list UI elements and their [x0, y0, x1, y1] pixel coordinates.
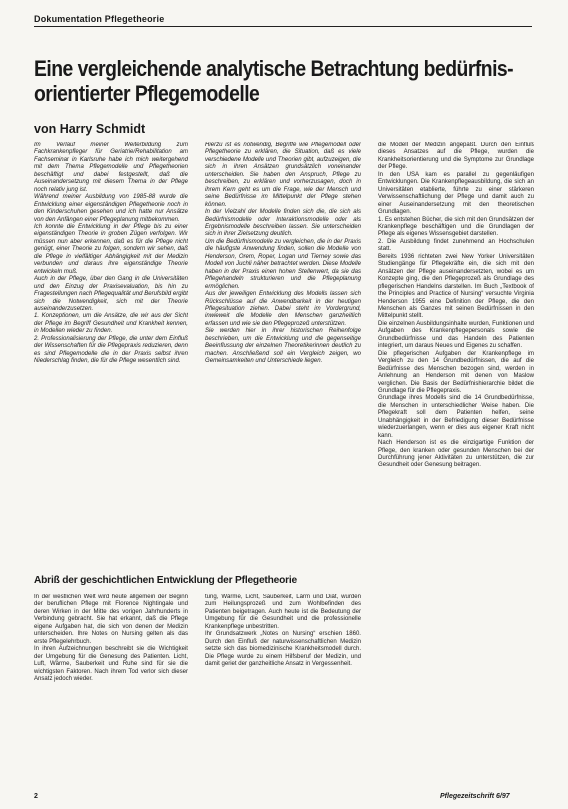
paragraph: In ihren Aufzeichnungen beschreibt sie die Wichtigkeit der Umgebung für die Genesung des Patienten. Licht, Luft, Wärme, Sauberkeit und Ruhe sind für sie die wichtigsten Faktoren. Nach ihrem Tod verlor sich dieser Ansatz jedoch wieder. — [34, 646, 188, 682]
running-header: Dokumentation Pflegetheorie — [34, 14, 532, 27]
paragraph: Aus der jeweiligen Entwicklung des Modells lassen sich Rückschlüsse auf die Anwendbarkeit in der heutigen Pflegesituation ziehen. Dabei steht im Vordergrund, inwieweit die Modelle den Menschen ganzheitlich erfassen und wie sie den Pflegeprozeß unterstützen. — [205, 291, 361, 327]
paragraph: Im Verlauf meiner Weiterbildung zum Fachkrankenpfleger für Geriatrie/Rehabilitation am Fachseminar in Karlsruhe habe ich mich weitergehend mit dem Thema Pflegemodelle und Pflegetheorien beschäftigt und dabei festgestellt, daß die Auseinandersetzung mit diesem Thema in der Pflege noch relativ jung ist. — [34, 142, 188, 193]
author-byline: von Harry Schmidt — [34, 122, 146, 136]
paragraph: Ihr Grundsatzwerk „Notes on Nursing“ erschien 1860. Durch den Einfluß der naturwissenschaftlichen Medizin setzte sich das biomedizinische Krankheitsmodell durch. Die Pflege wurde zu einem Hilfsberuf der Medizin, und damit geriet der ganzheitliche Ansatz in Vergessenheit. — [205, 631, 361, 668]
text-column-2 — [205, 142, 361, 561]
paragraph: In der westlichen Welt wird heute allgemein der Beginn der beruflichen Pflege mit Florence Nightingale und deren Wirken in der Mitte des vorigen Jahrhunderts in Verbindung gebracht. Sie hat erkannt, daß die Pflege eigene Aufgaben hat, die sich von denen der Medizin unterscheiden. Ihre Notes on Nursing gelten als das erste Pflegelehrbuch. — [34, 594, 188, 645]
list-item: 1. Es entstehen Bücher, die sich mit den Grundsätzen der Krankenpflege beschäftigen und die Grundlagen der Pflege als eigenes Wissensgebiet darstellen. — [378, 216, 534, 238]
paragraph: Während meiner Ausbildung von 1985-88 wurde die Entwicklung einer eigenständigen Pflegetheorie noch in den Kinderschuhen gesehen und ich hatte nur Ansätze von den Anfängen einer Pflegeplanung mitbekommen. — [34, 194, 188, 223]
paragraph: die Modell der Medizin angepaßt. Durch den Einfluß dieses Ansatzes auf die Pflege, wurden die Krankheitsorientierung und die Symptome zur Grundlage der Pflege. — [378, 142, 534, 171]
paragraph: Sie werden hier in ihrer historischen Reihenfolge beschrieben, um die Entwicklung und die gegenseitige Beeinflussung der einzelnen Theoretikerinnen deutlich zu machen. Anschließend soll ein Vergleich zeigen, wo Gemeinsamkeiten und Unterschiede liegen. — [205, 328, 361, 365]
paragraph: Die einzelnen Ausbildungsinhalte wurden, Funktionen und Aufgaben des Krankenpflegepersonals sowie die Grundbedürfnisse und das Handeln des Patienten integriert, um daraus Neues und Eigenes zu schaffen. — [378, 320, 534, 350]
paragraph: Grundlage ihres Modells sind die 14 Grundbedürfnisse, die Menschen in unterschiedlicher Weise haben. Die Pflegekraft soll dem Patienten helfen, seine Unabhängigkeit in der Befriedigung dieser Bedürfnisse wiederzuerlangen, wenn er dies aus eigener Kraft nicht kann. — [378, 395, 534, 439]
section-heading: Abriß der geschichtlichen Entwicklung der Pflegetheorie — [34, 575, 297, 586]
paragraph: Nach Henderson ist es die einzigartige Funktion der Pflege, den kranken oder gesunden Menschen bei der Durchführung jener Aktivitäten zu unterstützen, die zur Gesundheit oder Genesung beitragen. — [378, 440, 534, 469]
article-title — [34, 56, 533, 106]
text-column-4 — [34, 594, 188, 790]
page-number: 2 — [34, 793, 38, 800]
list-item: 2. Die Ausbildung findet zunehmend an Hochschulen statt. — [378, 238, 534, 253]
paragraph: Um die Bedürfnismodelle zu vergleichen, die in der Praxis die häufigste Anwendung finden, sollen die Modelle von Henderson, Orem, Roper, Logan und Tierney sowie das Modell von Juchli näher betrachtet werden. Diese Modelle haben in der Praxis einen hohen Stellenwert, da sie das Pflegehandeln strukturieren und die Pflegeplanung ermöglichen. — [205, 238, 361, 290]
paragraph: In den USA kam es parallel zu gegenläufigen Entwicklungen. Die Krankenpflegeausbildung, die sich an Universitäten etablierte, führte zu einer stärkeren Verwissenschaftlichung der Pflege und damit auch zu einer Auseinandersetzung mit den theoretischen Grundlagen. — [378, 171, 534, 216]
paragraph: tung, Wärme, Licht, Sauberkeit, Lärm und Diät, wurden zum Heilungsprozeß und zum Wohlbefinden des Patienten beigetragen. Auch heute ist die Bedeutung der Umgebung für die Gesundheit und die professionelle Krankenpflege unbestritten. — [205, 594, 361, 630]
paragraph: Die pflegerischen Aufgaben der Krankenpflege im Vergleich zu den 14 Grundbedürfnissen, die auf die Bedürfnisse des Menschen bezogen sind, werden in Anlehnung an Henderson mit denen von Maslow verglichen. Die Basis der Bedürfnishierarchie bildet die Grundlage für die Pflegepraxis. — [378, 350, 534, 394]
list-item: 2. Professionalisierung der Pflege, die unter dem Einfluß der Wissenschaften für die Pflegepraxis reduzieren, denn es sind Pflegemodelle die in der Praxis selbst ihren Niederschlag finden, die für die Pflege wesentlich sind. — [34, 335, 188, 365]
paragraph: Bereits 1936 richteten zwei New Yorker Universitäten Studiengänge für Pflegekräfte ein, die sich mit den Ansätzen der Pflege auseinandersetzten, wobei es um Konzepte ging, die den Pflegeprozeß als Grundlage des pflegerischen Handelns darstellen. Im Buch „Textbook of the Principles and Practice of Nursing“ versuchte Virginia Henderson 1955 eine Definition der Pflege, die den Menschen als Ganzes mit seinen Bedürfnissen in den Mittelpunkt stellt. — [378, 253, 534, 320]
paragraph: Auch in der Pflege, über den Gang in die Universitäten und den Einzug der Praxisevaluation, bis hin zu Fragestellungen nach Pflegequalität und Berufsbild ergibt sich die Notwendigkeit, sich mit der Theorie auseinanderzusetzen. — [34, 276, 188, 312]
paragraph: In der Vielzahl der Modelle finden sich die, die sich als Bedürfnismodelle oder Interaktionsmodelle oder als Ergebnismodelle beschreiben lassen. Sie unterscheiden sich in ihrer Zielsetzung deutlich. — [205, 209, 361, 238]
text-column-3 — [378, 142, 534, 789]
text-column-5 — [205, 594, 361, 784]
text-column-1 — [34, 142, 188, 561]
journal-issue: Pflegezeitschrift 6/97 — [440, 793, 510, 800]
list-item: 1. Konzeptionen, um die Ansätze, die wir aus der Sicht der Pflege im Begriff Gesundheit und Krankheit kennen, in Modellen wieder zu finden. — [34, 313, 188, 335]
paragraph: Hierzu ist es notwendig, Begriffe wie Pflegemodell oder Pflegetheorie zu erklären, die Situation, daß es viele verschiedene Modelle und Theorien gibt, aufzuzeigen, die sich in ihren Ansätzen grundsätzlich voneinander unterscheiden. Sie haben den Anspruch, Pflege zu beschreiben, zu erklären und vorherzusagen, doch in ihrem Kern geht es um die Frage, wie der Mensch und seine Bedürfnisse im Mittelpunkt der Pflege stehen können. — [205, 142, 361, 208]
title-line-1: Eine vergleichende analytische Betrachtung bedürfnis- — [34, 56, 514, 81]
paragraph: Ich konnte die Entwicklung in der Pflege bis zu einer eigenständigen Theorie in groben Zügen verfolgen. Wir müssen nun aber erkennen, daß es für die Pflege nicht genügt, einer Theorie zu folgen, sondern wir sehen, daß die Pflege in vielfältiger Abhängigkeit mit der Medizin verbunden und daraus ihre eigenständige Theorie entwickeln muß. — [34, 223, 188, 275]
title-line-2: orientierter Pflegemodelle — [34, 81, 260, 106]
